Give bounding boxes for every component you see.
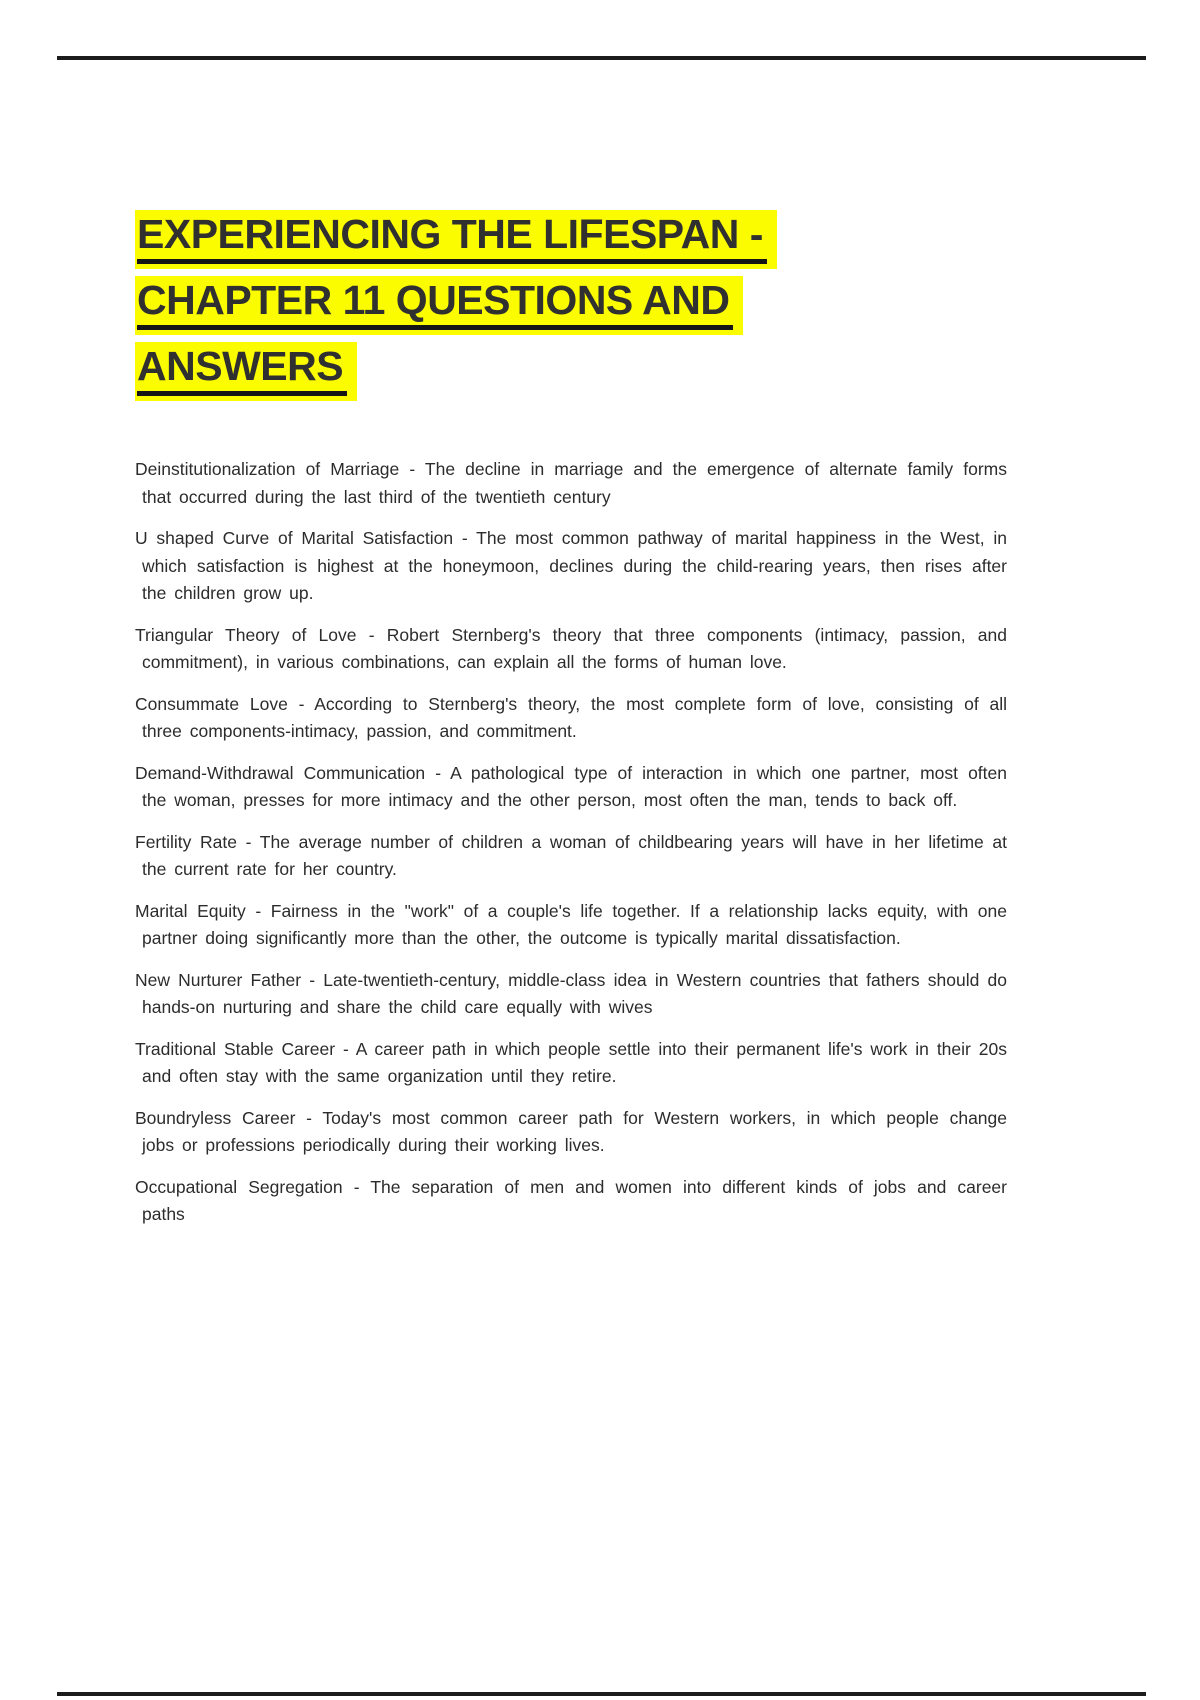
definition: The most common pathway of marital happiness in the West, in which satisfaction is highest at the honeymoon, declines during the child-rearing years, then rises after the children grow up. <box>142 528 1007 603</box>
definition-paragraph <box>135 691 1007 746</box>
separator: - <box>425 762 451 783</box>
title-highlight <box>135 276 743 335</box>
title-text: ANSWERS <box>137 342 347 396</box>
bottom-border-line <box>57 1692 1146 1696</box>
separator: - <box>237 831 260 852</box>
term: Boundryless Career <box>135 1107 296 1128</box>
definition-paragraph <box>135 622 1007 677</box>
definition: A career path in which people settle into their permanent life's work in their 20s and often stay with the same organization until they retire. <box>142 1038 1008 1086</box>
definition: Robert Sternberg's theory that three components (intimacy, passion, and commitment), in various combinations, can explain all the forms of human love. <box>142 624 1007 672</box>
term: Occupational Segregation <box>135 1176 343 1197</box>
title-text: EXPERIENCING THE LIFESPAN - <box>137 210 767 264</box>
definition-paragraph <box>135 829 1007 884</box>
title-highlight <box>135 342 357 401</box>
definition-paragraph <box>135 898 1007 953</box>
definition: According to Sternberg's theory, the most complete form of love, consisting of all three components-intimacy, passion, and commitment. <box>142 693 1007 741</box>
definition: Late-twentieth-century, middle-class idea in Western countries that fathers should do hands-on nurturing and share the child care equally with wives <box>142 969 1008 1017</box>
definition: Today's most common career path for Western workers, in which people change jobs or professions periodically during their working lives. <box>142 1107 1008 1155</box>
term: Marital Equity <box>135 900 246 921</box>
title-line-3 <box>135 342 1095 401</box>
definition-paragraph <box>135 1036 1007 1091</box>
definition-paragraph <box>135 967 1007 1022</box>
definition: The separation of men and women into different kinds of jobs and career paths <box>142 1176 1007 1224</box>
definition: The average number of children a woman of childbearing years will have in her lifetime at the current rate for her country. <box>142 831 1007 879</box>
title-line-2 <box>135 276 1095 335</box>
separator: - <box>356 624 387 645</box>
title-line-1 <box>135 210 1095 269</box>
term: Deinstitutionalization of Marriage <box>135 459 400 479</box>
separator: - <box>342 1176 371 1197</box>
term: Demand-Withdrawal Communication <box>135 762 426 783</box>
separator: - <box>453 528 477 548</box>
definition: A pathological type of interaction in which one partner, most often the woman, presses for more intimacy and the other person, most often the man, tends to back off. <box>142 762 1007 810</box>
definitions-list <box>135 456 1007 1243</box>
term: Triangular Theory of Love <box>135 624 357 645</box>
term: U shaped Curve of Marital Satisfaction <box>135 528 454 548</box>
top-border-line <box>57 56 1146 60</box>
definition-paragraph <box>135 1174 1007 1229</box>
definition: Fairness in the "work" of a couple's life together. If a relationship lacks equity, with one partner doing significantly more than the other, the outcome is typically marital dissatisfaction. <box>142 900 1008 948</box>
title-text: CHAPTER 11 QUESTIONS AND <box>137 276 733 330</box>
title-highlight <box>135 210 777 269</box>
separator: - <box>399 459 425 479</box>
separator: - <box>295 1107 323 1128</box>
separator: - <box>287 693 315 714</box>
separator: - <box>301 969 324 990</box>
page-title <box>135 210 1095 408</box>
term: Fertility Rate <box>135 831 237 852</box>
term: Traditional Stable Career <box>135 1038 336 1059</box>
term: New Nurturer Father <box>135 969 302 990</box>
definition-paragraph <box>135 525 1007 608</box>
definition-paragraph <box>135 456 1007 511</box>
separator: - <box>335 1038 356 1059</box>
definition-paragraph <box>135 1105 1007 1160</box>
definition: The decline in marriage and the emergence of alternate family forms that occurred during the last third of the twentieth century <box>142 459 1007 507</box>
term: Consummate Love <box>135 693 288 714</box>
separator: - <box>245 900 271 921</box>
definition-paragraph <box>135 760 1007 815</box>
